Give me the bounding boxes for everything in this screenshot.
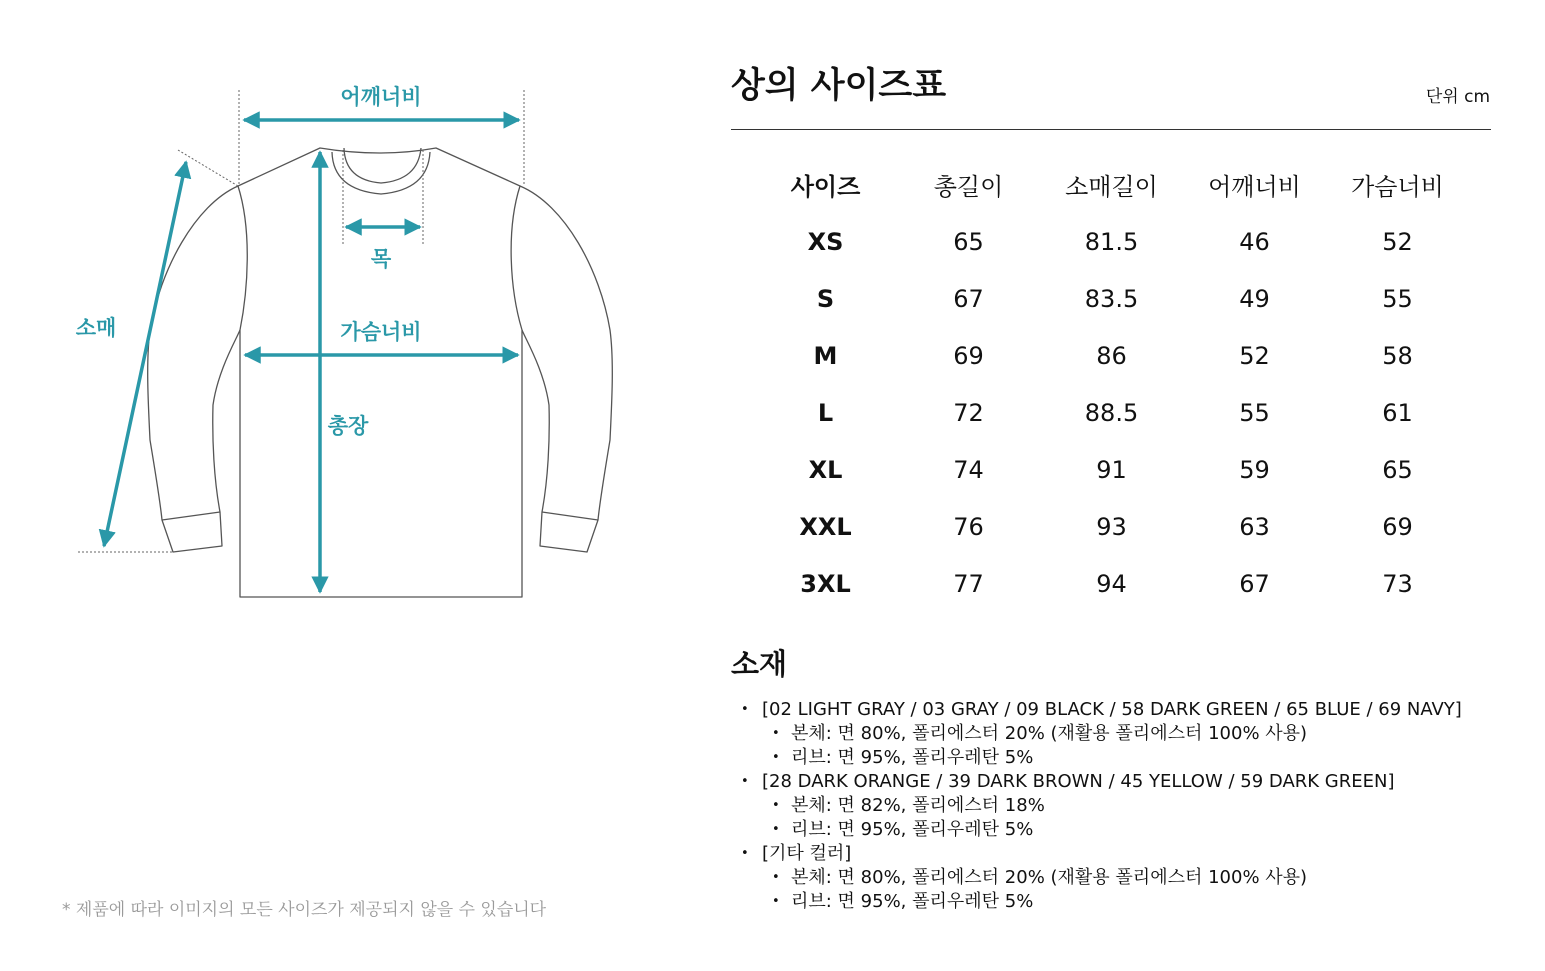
- table-cell: 67: [953, 284, 984, 313]
- table-cell: 59: [1239, 455, 1270, 484]
- table-row: [754, 327, 1469, 384]
- table-cell: 55: [1239, 398, 1270, 427]
- table-cell: 94: [1096, 569, 1127, 598]
- material-item: • 본체: 면 82%, 폴리에스터 18%: [740, 794, 1462, 818]
- header-cell: 사이즈: [790, 173, 861, 201]
- table-cell: 49: [1239, 284, 1270, 313]
- material-item: • 리브: 면 95%, 폴리우레탄 5%: [740, 818, 1462, 842]
- table-cell: 72: [953, 398, 984, 427]
- table-row: [754, 270, 1469, 327]
- table-cell: 58: [1382, 341, 1413, 370]
- table-row: [754, 555, 1469, 612]
- table-row: [754, 498, 1469, 555]
- table-cell: 76: [953, 512, 984, 541]
- footnote: * 제품에 따라 이미지의 모든 사이즈가 제공되지 않을 수 있습니다: [62, 900, 547, 920]
- size-cell: XS: [807, 227, 844, 256]
- material-group: • [02 LIGHT GRAY / 03 GRAY / 09 BLACK / 58 DARK GREEN / 65 BLUE / 69 NAVY]: [740, 698, 1462, 722]
- table-cell: 52: [1382, 227, 1413, 256]
- header-cell: 총길이: [933, 173, 1004, 201]
- material-item: • 리브: 면 95%, 폴리우레탄 5%: [740, 890, 1462, 914]
- title-divider: [731, 129, 1491, 130]
- table-cell: 91: [1096, 455, 1127, 484]
- table-cell: 74: [953, 455, 984, 484]
- table-row: [754, 213, 1469, 270]
- table-cell: 69: [1382, 512, 1413, 541]
- material-item: • 리브: 면 95%, 폴리우레탄 5%: [740, 746, 1462, 770]
- unit-label: 단위 cm: [1425, 87, 1490, 107]
- table-cell: 52: [1239, 341, 1270, 370]
- shoulder-label: 어깨너비: [340, 85, 422, 109]
- table-cell: 88.5: [1084, 398, 1139, 427]
- size-table: [754, 156, 1469, 612]
- table-cell: 69: [953, 341, 984, 370]
- shirt-measurement-diagram: [0, 0, 700, 640]
- table-row: [754, 441, 1469, 498]
- size-cell: S: [816, 284, 835, 313]
- neck-label: 목: [370, 247, 392, 271]
- materials-title: 소재: [731, 647, 788, 681]
- table-cell: 65: [953, 227, 984, 256]
- table-cell: 81.5: [1084, 227, 1139, 256]
- table-cell: 55: [1382, 284, 1413, 313]
- size-cell: XL: [808, 455, 843, 484]
- table-cell: 61: [1382, 398, 1413, 427]
- header-cell: 어깨너비: [1208, 173, 1301, 201]
- table-row: [754, 384, 1469, 441]
- size-cell: 3XL: [800, 569, 851, 598]
- header-cell: 소매길이: [1065, 173, 1158, 201]
- sleeve-label: 소매: [75, 316, 117, 340]
- table-cell: 73: [1382, 569, 1413, 598]
- material-group: • [28 DARK ORANGE / 39 DARK BROWN / 45 YELLOW / 59 DARK GREEN]: [740, 770, 1462, 794]
- material-item: • 본체: 면 80%, 폴리에스터 20% (재활용 폴리에스터 100% 사용): [740, 866, 1462, 890]
- measurement-arrow-icon: [104, 120, 519, 592]
- size-cell: M: [813, 341, 838, 370]
- table-header-row: [754, 156, 1469, 213]
- table-cell: 77: [953, 569, 984, 598]
- length-label: 총장: [327, 414, 369, 438]
- material-item: • 본체: 면 80%, 폴리에스터 20% (재활용 폴리에스터 100% 사용): [740, 722, 1462, 746]
- size-cell: L: [817, 398, 834, 427]
- table-cell: 65: [1382, 455, 1413, 484]
- table-cell: 83.5: [1084, 284, 1139, 313]
- table-cell: 86: [1096, 341, 1127, 370]
- table-cell: 67: [1239, 569, 1270, 598]
- materials-list: [740, 698, 1462, 914]
- table-cell: 93: [1096, 512, 1127, 541]
- table-cell: 63: [1239, 512, 1270, 541]
- header-cell: 가슴너비: [1351, 173, 1444, 201]
- size-cell: XXL: [799, 512, 852, 541]
- page-title: 상의 사이즈표: [731, 66, 947, 106]
- chest-label: 가슴너비: [340, 320, 422, 344]
- table-cell: 46: [1239, 227, 1270, 256]
- material-group: • [기타 컬러]: [740, 842, 1462, 866]
